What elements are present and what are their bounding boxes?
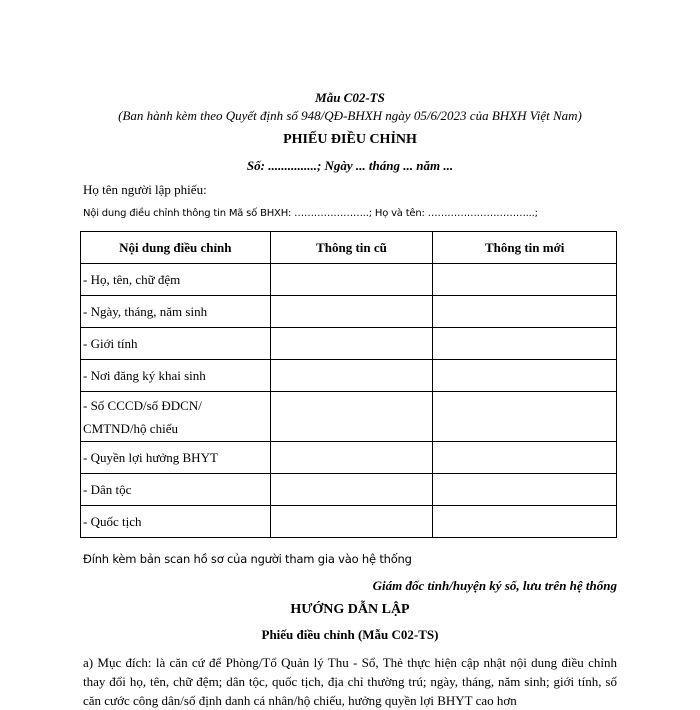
preparer-field: Họ tên người lập phiếu: [83,182,207,197]
row-label: - Họ, tên, chữ đệm [81,264,271,296]
new-info-cell [433,328,617,360]
old-info-cell [270,264,433,296]
old-info-cell [270,474,433,506]
row-label: - Nơi đăng ký khai sinh [81,360,271,392]
table-row [81,474,617,506]
table-row [81,360,617,392]
form-code: Mẫu C02-TS [315,90,385,105]
signer-line: Giám đốc tỉnh/huyện ký số, lưu trên hệ thống [372,578,617,593]
row-label: - Quốc tịch [81,506,271,538]
header-adjustment-content: Nội dung điều chỉnh [81,232,271,264]
old-info-cell [270,296,433,328]
table-row [81,328,617,360]
new-info-cell [433,296,617,328]
document-title: PHIẾU ĐIỀU CHỈNH [283,132,417,147]
old-info-cell [270,392,433,442]
table-row [81,296,617,328]
row-label: - Giới tính [81,328,271,360]
new-info-cell [433,360,617,392]
header-new-info: Thông tin mới [433,232,617,264]
table-header-row [81,232,617,264]
old-info-cell [270,360,433,392]
attachment-note: Đính kèm bản scan hồ sơ của người tham gia vào hệ thống [83,552,412,566]
issued-by-note: (Ban hành kèm theo Quyết định số 948/QĐ-BHXH ngày 05/6/2023 của BHXH Việt Nam) [118,108,582,123]
row-label: - Quyền lợi hưởng BHYT [81,442,271,474]
guide-title: HƯỚNG DẪN LẬP [290,602,410,617]
number-date-line: Số: ...............; Ngày ... tháng ... năm ... [246,158,454,173]
new-info-cell [433,264,617,296]
adjustment-table [80,231,617,538]
old-info-cell [270,442,433,474]
old-info-cell [270,328,433,360]
guide-paragraph: a) Mục đích: là căn cứ để Phòng/Tổ Quản lý Thu - Sổ, Thẻ thực hiện cập nhật nội dung điều chỉnh thay đổi họ, tên, chữ đệm; dân tộc, quốc tịch, địa chỉ thường trú; ngày, tháng, năm sinh; giới tính, số căn cước công dân/số định danh cá nhân/hộ chiếu, hưởng quyền lợi BHYT cao hơn [83,655,617,708]
new-info-cell [433,474,617,506]
new-info-cell [433,392,617,442]
table-row [81,264,617,296]
table-row [81,442,617,474]
new-info-cell [433,506,617,538]
row-label: - Số CCCD/số ĐDCN/ CMTND/hộ chiếu [81,392,271,442]
table-row [81,392,617,442]
header-old-info: Thông tin cũ [270,232,433,264]
row-label: - Dân tộc [81,474,271,506]
content-adjustment-line: Nội dung điều chỉnh thông tin Mã số BHXH: …………………..; Họ và tên: …………………………...; [83,208,538,219]
new-info-cell [433,442,617,474]
guide-subtitle: Phiếu điều chỉnh (Mẫu C02-TS) [261,627,439,642]
row-label: - Ngày, tháng, năm sinh [81,296,271,328]
old-info-cell [270,506,433,538]
table-row [81,506,617,538]
